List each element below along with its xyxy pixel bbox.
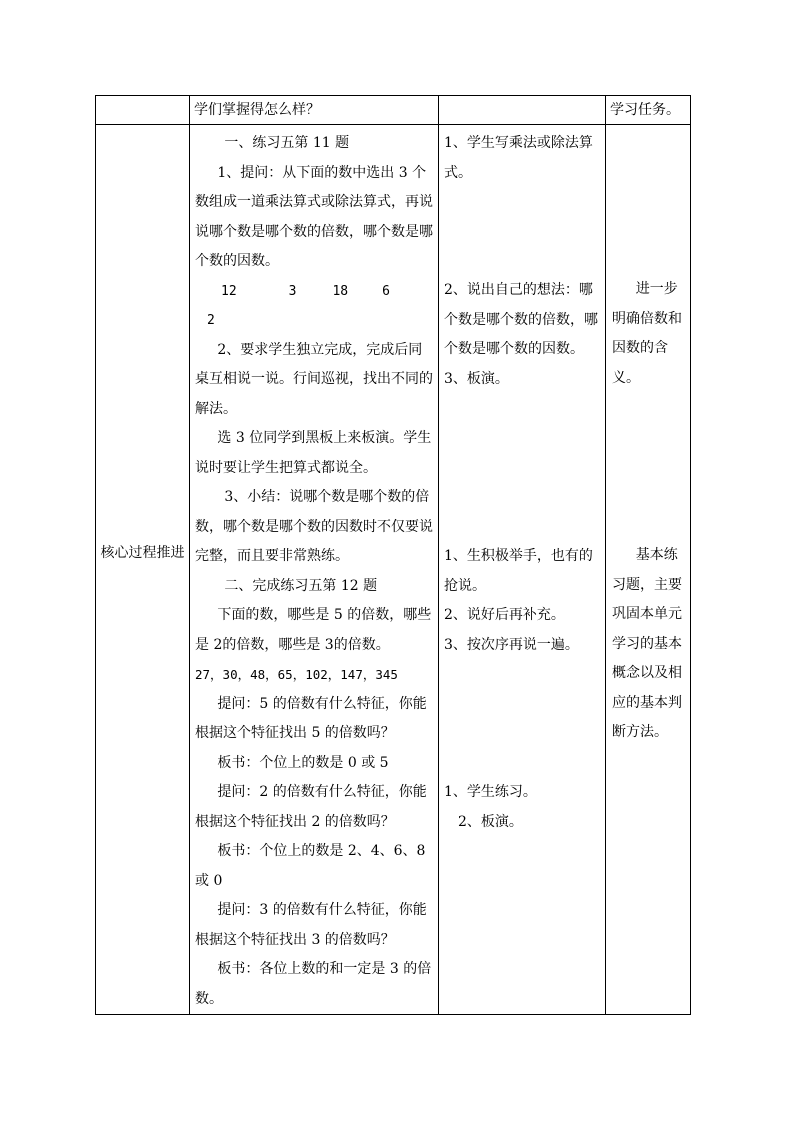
intent-text: 基本练习题，主要巩固本单元学习的基本概念以及相应的基本判断方法。 bbox=[612, 547, 682, 740]
exercise-heading: 二、完成练习五第 12 题 bbox=[224, 577, 378, 594]
number-list: 12 3 18 6 bbox=[221, 283, 390, 299]
row1-intent-cell: 学习任务。 bbox=[606, 96, 691, 125]
activity-text: 2、要求学生独立完成，完成后同桌互相说一说。行间巡视，找出不同的解法。 bbox=[195, 341, 433, 417]
activity-text: 提问：2 的倍数有什么特征，你能根据这个特征找出 2 的倍数吗？ bbox=[195, 784, 427, 830]
student-text: 2、说出自己的想法：哪个数是哪个数的倍数，哪个数是哪个数的因数。 bbox=[444, 282, 598, 357]
number-list-continued: 2 bbox=[207, 313, 215, 328]
student-text: 2、说好后再补充。 bbox=[444, 607, 565, 623]
student-text: 1、生积极举手，也有的抢说。 bbox=[444, 548, 593, 594]
student-text: 1、学生练习。 bbox=[444, 784, 537, 800]
blackboard-note: 板书：各位上数的和一定是 3 的倍数。 bbox=[195, 961, 432, 1007]
activity-text: 提问：5 的倍数有什么特征，你能根据这个特征找出 5 的倍数吗？ bbox=[195, 695, 427, 741]
number-list: 27，30，48，65，102，147，345 bbox=[195, 667, 398, 682]
student-text: 3、板演。 bbox=[444, 370, 509, 387]
blackboard-note: 板书：个位上的数是 0 或 5 bbox=[217, 754, 389, 771]
intent-text: 进一步明确倍数和因数的含义。 bbox=[612, 281, 682, 386]
row1-label-cell bbox=[96, 96, 190, 125]
student-text: 1、学生写乘法或除法算式。 bbox=[444, 135, 593, 181]
activity-text: 下面的数，哪些是 5 的倍数，哪些是 2的倍数，哪些是 3的倍数。 bbox=[195, 607, 432, 653]
activity-text: 提问：3 的倍数有什么特征，你能根据这个特征找出 3 的倍数吗？ bbox=[195, 902, 427, 948]
lesson-plan-table bbox=[95, 95, 691, 1015]
activity-text: 选 3 位同学到黑板上来板演。学生说时要让学生把算式都说全。 bbox=[195, 430, 432, 476]
table-row bbox=[96, 125, 691, 1015]
row1-student-cell bbox=[439, 96, 606, 125]
table-row bbox=[96, 96, 691, 125]
student-activity-cell bbox=[439, 125, 606, 1015]
design-intent-cell bbox=[606, 125, 691, 1015]
student-text: 2、板演。 bbox=[458, 813, 523, 830]
activity-text: 3、小结：说哪个数是哪个数的倍数，哪个数是哪个数的因数时不仅要说完整，而且要非常熟练。 bbox=[195, 489, 433, 564]
row1-activity-cell: 学们掌握得怎么样？ bbox=[190, 96, 439, 125]
student-text: 3、按次序再说一遍。 bbox=[444, 636, 579, 653]
teacher-activity-cell bbox=[190, 125, 439, 1015]
activity-text: 1、提问：从下面的数中选出 3 个数组成一道乘法算式或除法算式，再说说哪个数是哪个数的倍数，哪个数是哪个数的因数。 bbox=[195, 164, 433, 269]
section-label-cell bbox=[96, 125, 190, 1015]
blackboard-note: 板书：个位上的数是 2、4、6、8 或 0 bbox=[195, 843, 426, 889]
exercise-heading: 一、练习五第 11 题 bbox=[224, 135, 350, 151]
section-label: 核心过程推进 bbox=[100, 545, 185, 561]
